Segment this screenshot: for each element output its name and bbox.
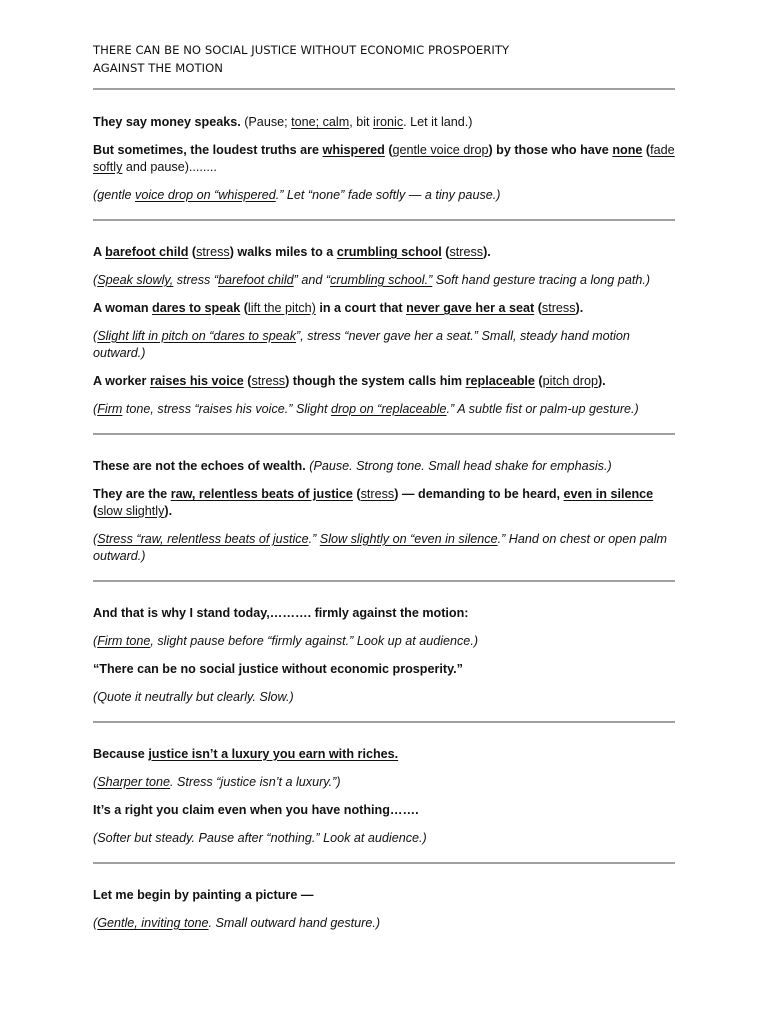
speech-text: tone; calm [291,115,350,129]
speech-text: ( [93,504,98,518]
delivery-cue-text: (Softer but steady. Pause after “nothing.” Look at audience.) [93,831,427,845]
speech-text: stress [541,301,576,315]
speech-text: lift the pitch) [247,301,316,315]
speech-text: in a court that [315,301,407,315]
delivery-cue-text: ( [93,532,98,546]
speech-paragraph [93,272,675,289]
speech-text: walks miles to a [233,245,337,259]
speech-paragraph [93,458,675,475]
speech-text: Let me begin by painting a picture — [93,888,314,902]
delivery-cue-text: ( [93,402,98,416]
speech-paragraph [93,774,675,791]
speech-paragraph [93,689,675,706]
speech-paragraph [93,633,675,650]
speech-text: ( [240,301,248,315]
speech-section [93,864,675,947]
speech-text: ( [441,245,450,259]
speech-text: and pause)........ [122,160,217,174]
speech-text: Because [93,747,149,761]
speech-text: replaceable [465,374,535,388]
delivery-cue-text: voice drop on “whispered [135,188,276,202]
speech-text: crumbling school [336,245,442,259]
speech-text: . Let it land.) [403,115,473,129]
speech-section [93,435,675,580]
speech-text: ironic [373,115,404,129]
speech-text: ) — demanding to be heard, [394,487,564,501]
speech-text: stress [360,487,395,501]
speech-text: stress [251,374,286,388]
delivery-cue-text: ( [93,634,98,648]
speech-section [93,582,675,721]
delivery-cue-text: stress “ [173,273,219,287]
speech-text: ( [534,374,543,388]
speech-paragraph [93,887,675,904]
document-header [93,42,675,77]
speech-text: gentle voice drop [392,143,489,157]
speech-section [93,221,675,433]
speech-text: It’s a right you claim even when you have nothing……. [93,803,419,817]
speech-text: stress [196,245,230,259]
delivery-cue-text: Firm [97,402,123,416]
speech-paragraph [93,373,675,390]
speech-text: But sometimes, the loudest truths are [93,143,323,157]
delivery-cue-text: .” [308,532,320,546]
speech-paragraph [93,486,675,520]
speech-paragraph [93,915,675,932]
speech-text: A woman [93,301,153,315]
speech-section [93,723,675,862]
delivery-cue-text: barefoot child [218,273,294,287]
delivery-cue-text: drop on “replaceable [330,402,447,416]
speech-text: slow slightly [97,504,165,518]
delivery-cue-text: (Pause. Strong tone. Small head shake for emphasis.) [305,459,612,473]
speech-paragraph [93,244,675,261]
speech-text: barefoot child [105,245,189,259]
delivery-cue-text: Gentle, inviting tone [97,916,209,930]
speech-text: ) by those who have [488,143,613,157]
delivery-cue-text: Sharper tone [97,775,171,789]
speech-text: raises his voice [149,374,244,388]
speech-section [93,90,675,219]
speech-paragraph [93,114,675,131]
speech-text: ). [483,245,491,259]
motion-title: THERE CAN BE NO SOCIAL JUSTICE WITHOUT ECONOMIC PROSPOERITY [93,43,510,57]
delivery-cue-text: , slight pause before “firmly against.” Look up at audience.) [150,634,479,648]
speech-text: ( [188,245,197,259]
delivery-cue-text: Stress “raw, relentless beats of justice [97,532,309,546]
delivery-cue-text: .” Let “none” fade softly — a tiny pause.) [275,188,501,202]
speech-text: stress [449,245,484,259]
speech-text: fade softly [93,143,675,174]
delivery-cue-text: ( [93,329,98,343]
speech-text: ). [575,301,584,315]
delivery-cue-text: Slight lift in pitch on “dares to speak [97,329,297,343]
speech-text: never gave her a seat [406,301,535,315]
speech-text: A worker [93,374,150,388]
position-label: AGAINST THE MOTION [93,60,223,75]
speech-text: justice isn’t a luxury you earn with riches. [148,747,399,761]
speech-paragraph [93,531,675,565]
delivery-cue-text: crumbling school.” [330,273,433,287]
speech-text: And that is why I stand today,………. firmly against the motion: [93,606,469,620]
speech-text: , bit [349,115,374,129]
speech-text: (Pause; [240,115,292,129]
speech-paragraph [93,661,675,678]
delivery-cue-text: ( [93,916,98,930]
delivery-cue-text: ” and “ [293,273,331,287]
speech-text: ). [164,504,173,518]
delivery-cue-text: ”, stress “never gave her a seat.” Small, steady hand motion outward.) [93,329,630,360]
delivery-cue-text: ( [93,775,98,789]
delivery-cue-text: (gentle [93,188,136,202]
speech-text: ) [229,245,234,259]
speech-text: ) [285,374,290,388]
speech-text: “There can be no social justice without economic prosperity.” [93,662,463,676]
document-page [93,42,675,947]
speech-paragraph [93,746,675,763]
speech-paragraph [93,187,675,204]
delivery-cue-text: Soft hand gesture tracing a long path.) [432,273,651,287]
delivery-cue-text: tone, stress “raises his voice.” Slight [122,402,331,416]
speech-paragraph [93,401,675,418]
speech-paragraph [93,830,675,847]
speech-text: pitch drop [542,374,598,388]
delivery-cue-text: . Stress “justice isn’t a luxury.”) [170,775,341,789]
speech-paragraph [93,328,675,362]
delivery-cue-text: Firm tone [97,634,151,648]
speech-text: They say money speaks. [93,115,241,129]
speech-text: A [93,245,106,259]
speech-text: ( [384,143,393,157]
speech-text: ( [352,487,361,501]
speech-paragraph [93,802,675,819]
speech-body [93,90,675,947]
delivery-cue-text: . Small outward hand gesture.) [208,916,381,930]
speech-text: These are not the echoes of wealth. [93,459,306,473]
speech-paragraph [93,142,675,176]
delivery-cue-text: Speak slowly, [97,273,174,287]
speech-paragraph [93,605,675,622]
speech-text: none [612,143,643,157]
delivery-cue-text: (Quote it neutrally but clearly. Slow.) [93,690,294,704]
speech-text: raw, relentless beats of justice [170,487,353,501]
speech-text: ( [642,143,651,157]
speech-text: even in silence [563,487,654,501]
speech-text: ). [597,374,606,388]
speech-text: ( [243,374,252,388]
speech-text: whispered [322,143,385,157]
delivery-cue-text: .” Hand on chest or open palm outward.) [93,532,668,563]
delivery-cue-text: ( [93,273,98,287]
speech-paragraph [93,300,675,317]
speech-text: dares to speak [152,301,241,315]
delivery-cue-text: Slow slightly on “even in silence [319,532,498,546]
speech-text: though the system calls him [289,374,466,388]
speech-text: ( [534,301,542,315]
speech-text: They are the [93,487,171,501]
delivery-cue-text: .” A subtle fist or palm-up gesture.) [446,402,639,416]
